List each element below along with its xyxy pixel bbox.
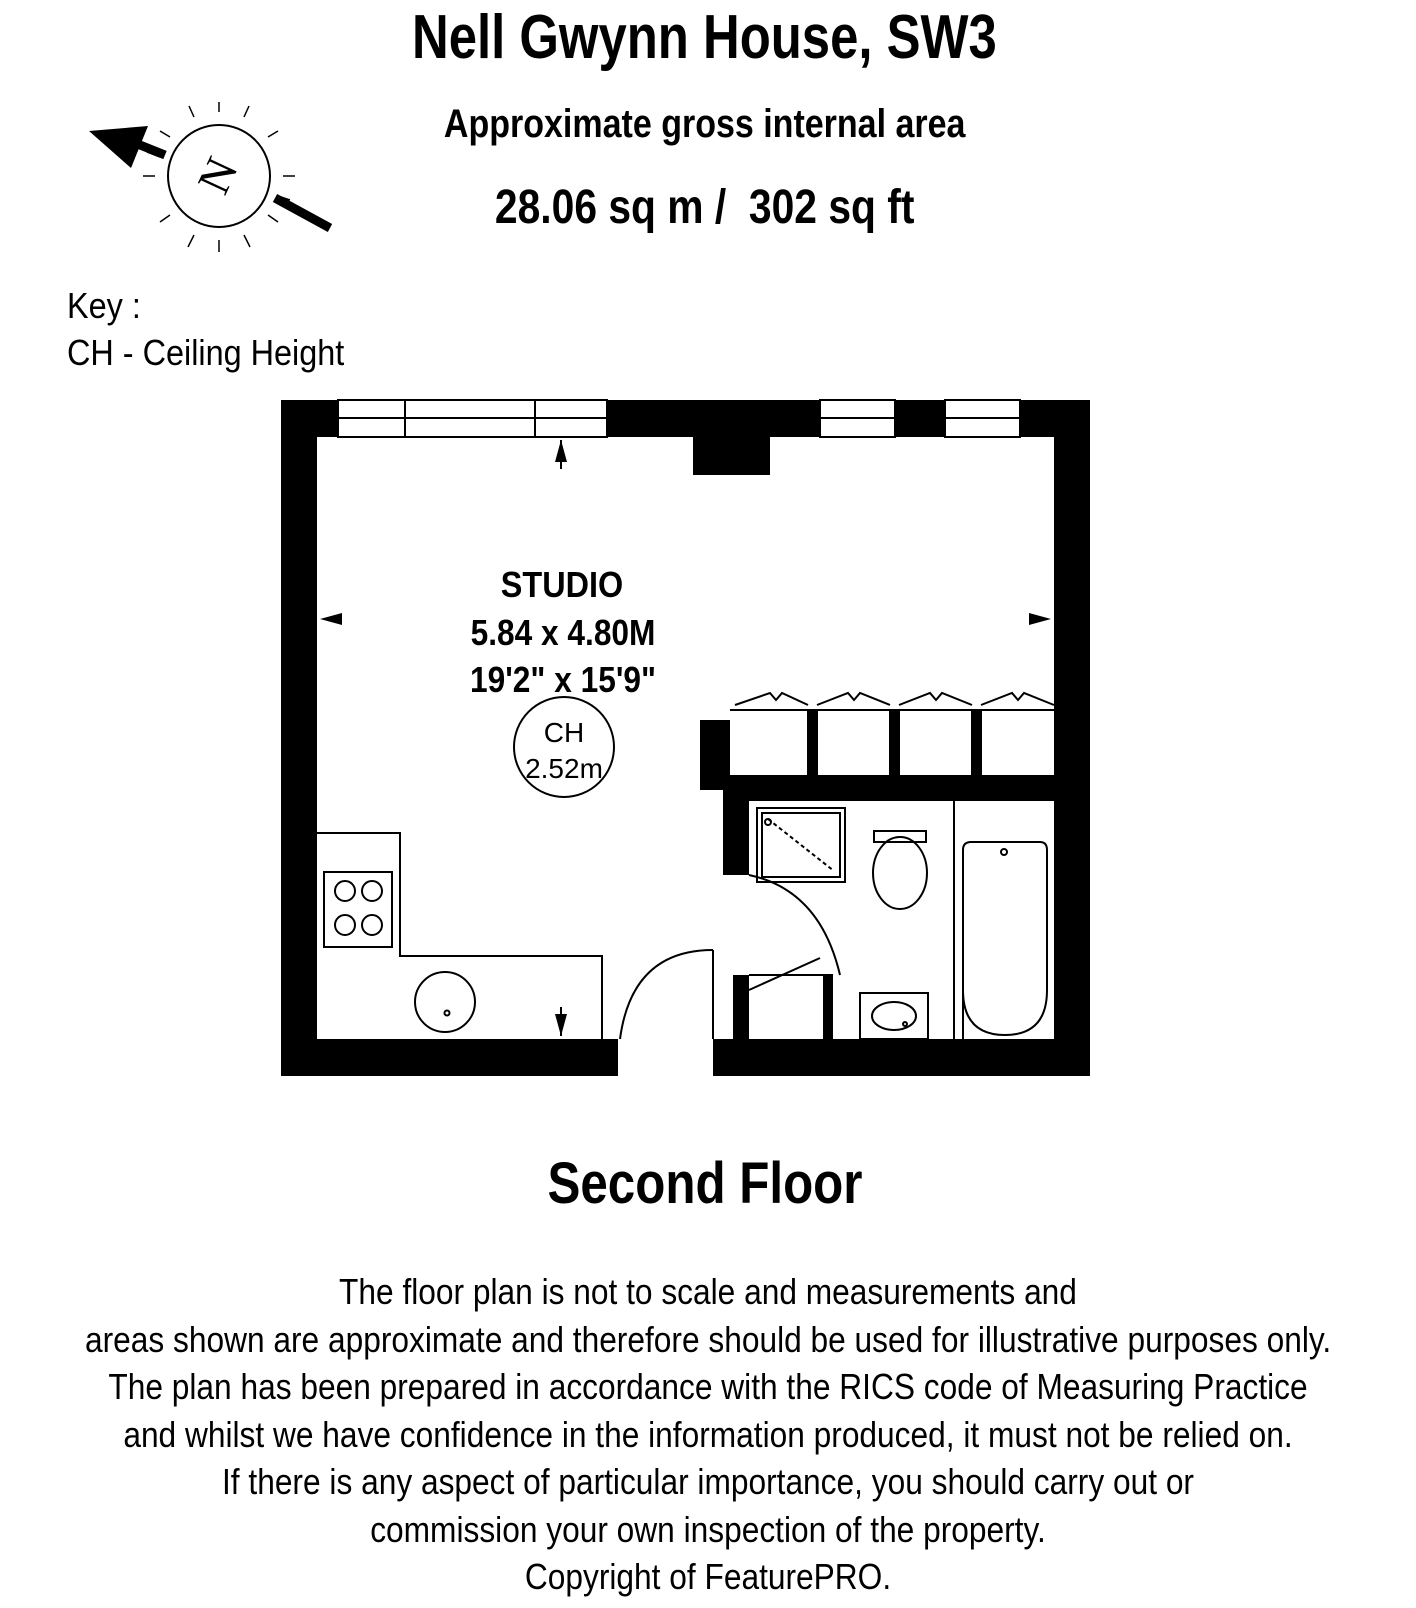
disclaimer-line: The plan has been prepared in accordance with the RICS code of Measuring Practice xyxy=(108,1366,1308,1407)
disclaimer-line: and whilst we have confidence in the information produced, it must not be relied on. xyxy=(123,1413,1293,1455)
north-arrow-icon xyxy=(89,102,330,252)
disclaimer-line: commission your own inspection of the property. xyxy=(370,1508,1046,1550)
exterior-walls xyxy=(281,400,1090,1076)
wardrobes xyxy=(730,693,1054,775)
key-heading: Key : xyxy=(67,285,141,326)
room-imperial-dimensions: 19'2" x 15'9" xyxy=(470,660,656,701)
area-subtitle: Approximate gross internal area xyxy=(443,102,966,146)
key-entry: CH - Ceiling Height xyxy=(67,332,345,373)
page-title: Nell Gwynn House, SW3 xyxy=(412,3,997,72)
disclaimer-line: If there is any aspect of particular importance, you should carry out or xyxy=(221,1461,1194,1502)
disclaimer xyxy=(0,1268,1416,1601)
disclaimer-line: areas shown are approximate and therefore should be used for illustrative purposes only. xyxy=(84,1318,1332,1360)
entrance-door xyxy=(620,950,713,1039)
disclaimer-line: The floor plan is not to scale and measurements and xyxy=(339,1271,1077,1312)
bathroom xyxy=(749,801,1047,1039)
north-label: N xyxy=(187,149,248,202)
room-metric-dimensions: 5.84 x 4.80M xyxy=(470,613,656,654)
ceiling-height-value: 2.52m xyxy=(525,753,603,784)
gross-area: 28.06 sq m / 302 sq ft xyxy=(494,181,915,234)
ceiling-height-badge xyxy=(514,697,614,797)
ceiling-height-label: CH xyxy=(543,717,585,748)
floor-label: Second Floor xyxy=(547,1151,863,1216)
room-name: STUDIO xyxy=(500,565,624,606)
dimension-arrows xyxy=(320,440,1051,1036)
kitchen-units xyxy=(317,833,602,1039)
copyright-line: Copyright of FeaturePRO. xyxy=(524,1556,892,1597)
